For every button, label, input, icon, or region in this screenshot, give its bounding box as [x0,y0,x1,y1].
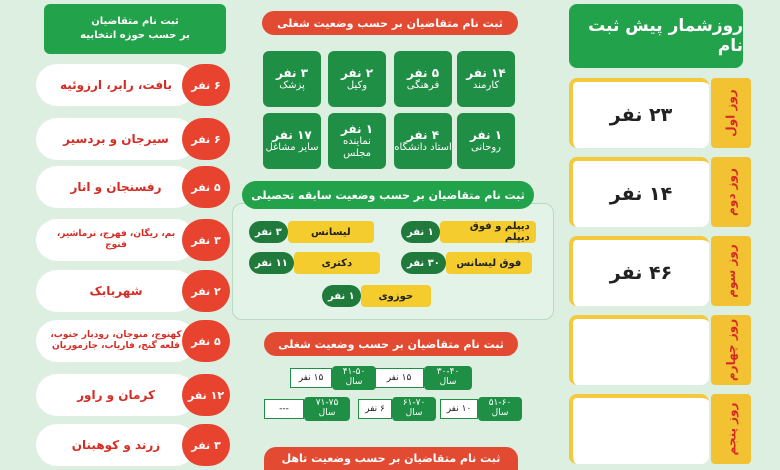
day-label-tab [711,78,751,148]
job-count: ۳ نفر [275,65,309,80]
day-label-tab [711,315,751,385]
age-range: ۶۱-۷۰ سال [392,397,436,421]
district-name: بم، ریگان، فهرج، نرماشیر، فنوج [36,219,196,261]
education-item [249,252,380,274]
district-name: سیرجان و بردسیر [36,118,196,160]
district-row [36,118,230,160]
age-range: ۳۰-۴۰ سال [424,366,472,390]
job-box [263,113,321,169]
education-item [322,285,431,307]
job-count: ۴ نفر [406,127,440,142]
job-count: ۱ نفر [469,127,503,142]
day-label-tab [711,157,751,227]
day-row-3 [569,236,774,306]
age-count: ۱۵ نفر [290,368,332,388]
day-label-tab [711,236,751,306]
education-label: دیپلم و فوق دیپلم [440,221,536,243]
countdown-title: روزشمار پیش ثبت نام [569,4,743,68]
job-box [394,113,452,169]
district-count: ۳ نفر [182,424,230,466]
job-box [328,51,386,107]
job-label: نماینده مجلس [343,136,371,160]
job-label: پزشک [279,80,305,92]
day-count: ۱۴ نفر [569,157,709,227]
job-box [263,51,321,107]
district-name: بافت، رابر، ارزوئیه [36,64,196,106]
day-label: روز اول [724,89,738,137]
education-label: حوزوی [361,285,431,307]
district-row [36,424,230,466]
age-item [440,397,522,421]
education-item [401,252,532,274]
job-label: استاد دانشگاه [394,142,452,154]
age-item [264,397,350,421]
day-row-4 [569,315,774,385]
job-label: سایر مشاغل [265,142,319,154]
education-label: دکتری [294,252,380,274]
education-count: ۱ نفر [322,285,361,307]
job-label: فرهنگی [406,80,440,92]
job-box [394,51,452,107]
age-item [290,366,376,390]
job-count: ۲ نفر [340,65,374,80]
district-name: رفسنجان و انار [36,166,196,208]
job-box [457,113,515,169]
district-name: شهربابک [36,270,196,312]
day-label: روز دوم [724,168,738,216]
age-range: ۵۱-۶۰ سال [478,397,522,421]
district-count: ۲ نفر [182,270,230,312]
age-range: ۷۱-۷۵ سال [304,397,350,421]
district-count: ۵ نفر [182,166,230,208]
job-label: وکیل [346,80,368,92]
age-item [358,397,436,421]
age-count: ۱۰ نفر [440,399,478,419]
district-row [36,270,230,312]
job-label: روحانی [471,142,502,154]
education-count: ۱۱ نفر [249,252,294,274]
education-item [401,221,536,243]
education-item [249,221,374,243]
district-name: زرند و کوهبنان [36,424,196,466]
district-row [36,166,230,208]
day-row-1 [569,78,774,148]
day-row-2 [569,157,774,227]
district-row [36,374,230,416]
age-status-title: ثبت نام متقاضیان بر حسب وضعیت شغلی [264,332,518,356]
job-label: کارمند [472,80,500,92]
job-count: ۱۷ نفر [272,127,312,142]
education-label: لیسانس [288,221,374,243]
district-count: ۱۲ نفر [182,374,230,416]
job-count: ۱۴ نفر [466,65,506,80]
day-row-5 [569,394,774,464]
age-range: ۴۱-۵۰ سال [332,366,376,390]
district-count: ۳ نفر [182,219,230,261]
district-name: کهنوج، منوجان، رودبار جنوب، قلعه گنج، فاریاب، جازموریان [36,320,196,362]
age-item [374,366,472,390]
day-count [569,315,709,385]
job-box [328,113,386,169]
day-label: روز چهارم [723,318,738,382]
district-row [36,64,230,106]
education-label: فوق لیسانس [446,252,532,274]
education-count: ۳ نفر [249,221,288,243]
district-row [36,219,230,261]
education-title: ثبت نام متقاضیان بر حسب وضعیت سابقه تحصیلی [242,181,534,209]
education-count: ۱ نفر [401,221,440,243]
district-count: ۵ نفر [182,320,230,362]
day-count [569,394,709,464]
district-row [36,320,230,362]
day-count: ۴۶ نفر [569,236,709,306]
district-name: کرمان و راور [36,374,196,416]
job-count: ۱ نفر [340,121,374,136]
education-count: ۳۰ نفر [401,252,446,274]
age-count: ۶ نفر [358,399,392,419]
age-count: --- [264,399,304,419]
district-count: ۶ نفر [182,118,230,160]
job-box [457,51,515,107]
day-label: روز سوم [723,244,738,298]
district-count: ۶ نفر [182,64,230,106]
day-label: روز پنجم [723,402,738,456]
day-label-tab [711,394,751,464]
job-count: ۵ نفر [406,65,440,80]
marital-status-title: ثبت نام متقاضیان بر حسب وضعیت تاهل [264,447,518,470]
districts-title [44,4,226,54]
districts-title-line1: ثبت نام متقاضیان [91,16,179,27]
job-status-title: ثبت نام متقاضیان بر حسب وضعیت شغلی [262,11,518,35]
day-count: ۲۳ نفر [569,78,709,148]
age-count: ۱۵ نفر [374,368,424,388]
districts-title-line2: بر حسب حوزه انتخابیه [80,30,190,41]
